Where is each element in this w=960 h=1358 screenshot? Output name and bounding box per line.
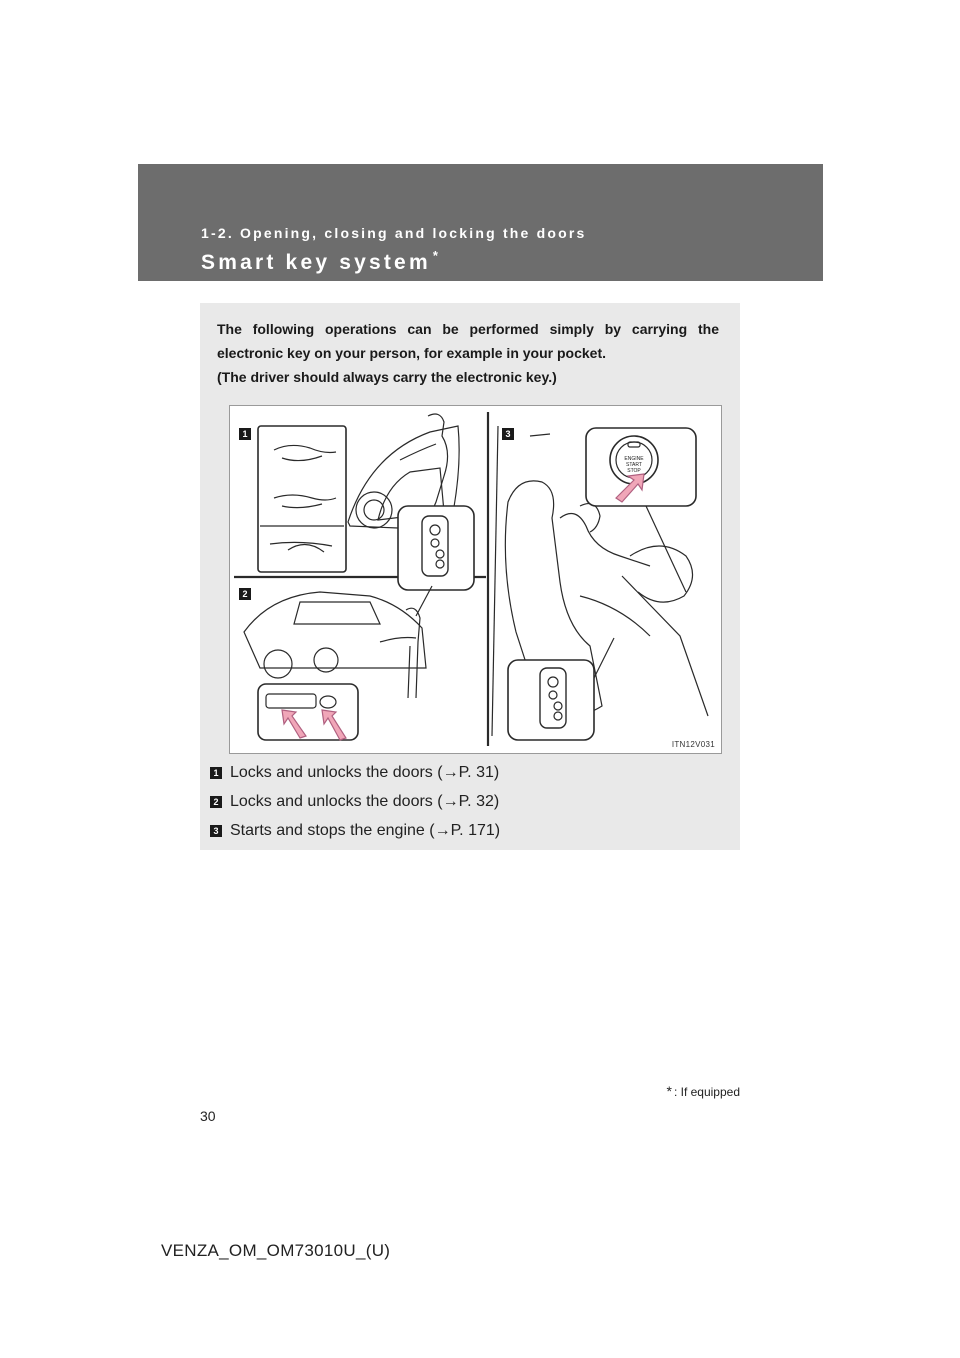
equipped-mark: *	[432, 248, 438, 263]
panel-3-driver-seat-drawing	[492, 426, 708, 740]
list-marker: 3	[210, 825, 222, 837]
list-item-text: Starts and stops the engine (→P. 171)	[230, 821, 501, 839]
header-band	[138, 164, 823, 281]
operations-list	[210, 758, 730, 845]
engine-button-label-3: STOP	[627, 468, 641, 474]
intro-line-2: (The driver should always carry the electronic key.)	[217, 369, 557, 385]
footnote-mark: *	[666, 1083, 672, 1099]
list-marker: 2	[210, 796, 222, 808]
panel-1-key-fob-callout	[398, 506, 474, 590]
figure-code: ITN12V031	[671, 740, 715, 749]
footnote	[666, 1083, 740, 1099]
list-item-text: Locks and unlocks the doors (→P. 32)	[230, 792, 500, 810]
figure-marker-3: 3	[502, 428, 514, 440]
footnote-text: : If equipped	[673, 1085, 740, 1099]
intro-text	[217, 317, 719, 389]
page-title	[201, 248, 438, 275]
smart-key-illustration	[229, 405, 722, 754]
list-item	[210, 758, 730, 787]
figure-marker-1: 1	[239, 428, 251, 440]
engine-button-label-2: START	[626, 462, 642, 468]
intro-line-1: The following operations can be performed simply by carrying the electronic key on your person, for example in your pocket.	[217, 321, 719, 361]
figure-marker-2: 2	[239, 588, 251, 600]
page-title-text: Smart key system	[201, 251, 431, 274]
engine-button-label-1: ENGINE	[624, 456, 644, 462]
list-item	[210, 787, 730, 816]
section-label: 1-2. Opening, closing and locking the doors	[201, 225, 587, 241]
page-number: 30	[200, 1108, 216, 1124]
info-box	[200, 303, 740, 850]
list-item	[210, 816, 730, 845]
panel-2-car-rear-drawing	[244, 586, 432, 740]
illustration-drawing	[230, 406, 721, 753]
document-id: VENZA_OM_OM73010U_(U)	[161, 1241, 391, 1260]
list-item-text: Locks and unlocks the doors (→P. 31)	[230, 763, 500, 781]
list-marker: 1	[210, 767, 222, 779]
